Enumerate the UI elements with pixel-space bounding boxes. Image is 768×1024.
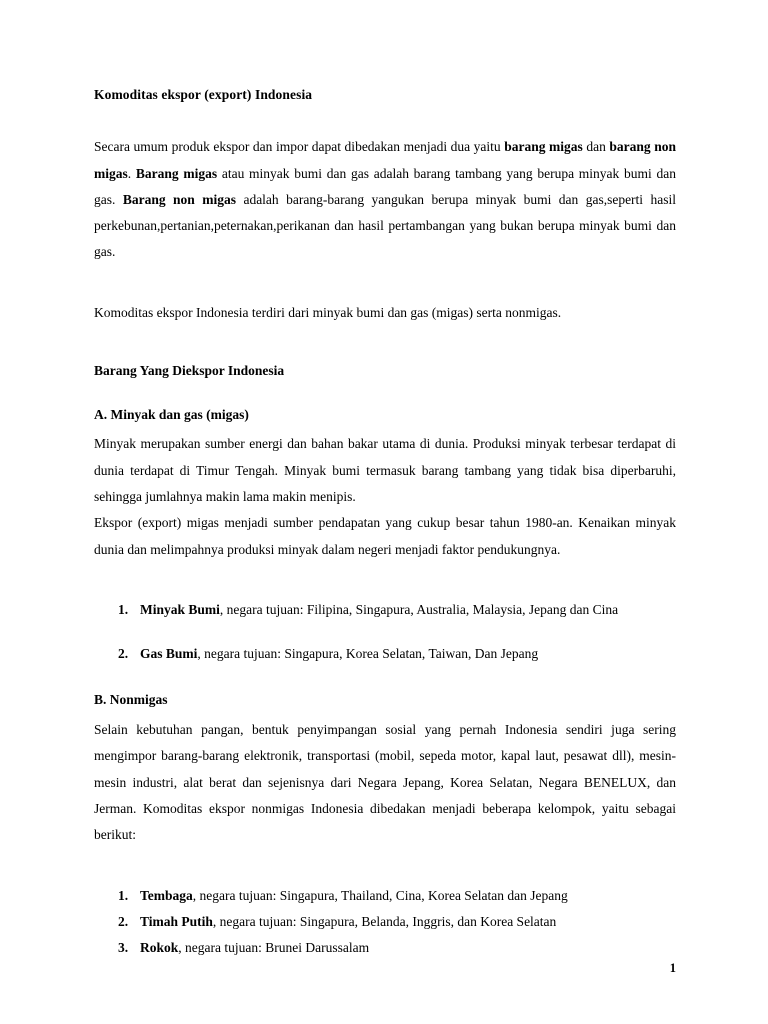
intro-text-e: atau minyak bumi dan gas adalah barang tambang yang berupa minyak bumi dan gas. <box>94 165 676 207</box>
list-item-name: Gas Bumi <box>140 646 198 662</box>
term-barang-migas: barang migas <box>504 139 583 155</box>
intro-text-c: dan <box>582 139 610 155</box>
list-item-number: 1. <box>118 601 129 617</box>
list-item-detail: , negara tujuan: Singapura, Korea Selatan, Taiwan, Dan Jepang <box>197 646 539 662</box>
page-number: 1 <box>669 961 676 975</box>
subsection-heading-nonmigas: B. Nonmigas <box>94 692 168 708</box>
migas-paragraph-1: Minyak merupakan sumber energi dan bahan bakar utama di dunia. Produksi minyak terbesar terdapat di dunia terdapat di Timur Tengah. Minyak bumi termasuk barang tambang yang tidak bisa diperbaruhi, sehingga jumlahnya makin lama makin menipis. <box>94 436 676 504</box>
spacer <box>94 869 676 883</box>
list-item <box>94 641 676 667</box>
term-barang-migas-2: Barang migas <box>135 165 218 181</box>
intro-text-d: . <box>127 165 136 181</box>
summary-paragraph: Komoditas ekspor Indonesia terdiri dari minyak bumi dan gas (migas) serta nonmigas. <box>94 304 562 320</box>
section-heading-barang-diekspor: Barang Yang Diekspor Indonesia <box>94 363 285 379</box>
intro-text-f: adalah barang-barang yangukan berupa minyak bumi dan gas,seperti hasil perkebunan,pertanian,peternakan,perikanan dan hasil pertambangan yang bukan berupa minyak bumi dan gas. <box>94 191 677 260</box>
list-item-detail: , negara tujuan: Filipina, Singapura, Australia, Malaysia, Jepang dan Cina <box>219 601 619 617</box>
list-item-number: 3. <box>118 940 129 956</box>
term-barang-non-migas: barang non migas <box>94 139 676 181</box>
list-item-name: Timah Putih <box>140 913 213 929</box>
list-item-detail: , negara tujuan: Singapura, Belanda, Inggris, dan Korea Selatan <box>212 913 557 929</box>
spacer <box>94 667 676 689</box>
list-item <box>94 909 676 935</box>
spacer <box>94 583 676 597</box>
page-title: Komoditas ekspor (export) Indonesia <box>94 87 313 102</box>
migas-paragraph-2: Ekspor (export) migas menjadi sumber pendapatan yang cukup besar tahun 1980-an. Kenaikan minyak dunia dan melimpahnya produksi minyak dalam negeri menjadi faktor pendukungnya. <box>94 515 676 557</box>
subsection-heading-migas: A. Minyak dan gas (migas) <box>94 406 249 422</box>
migas-list <box>94 597 676 668</box>
list-item-number: 2. <box>118 913 129 929</box>
list-item-number: 1. <box>118 887 129 903</box>
list-item <box>94 935 676 961</box>
list-item-number: 2. <box>118 646 129 662</box>
term-barang-non-migas-2: Barang non migas <box>122 191 236 207</box>
nonmigas-list <box>94 883 676 962</box>
spacer <box>94 286 676 300</box>
list-item-name: Rokok <box>140 940 179 956</box>
intro-paragraph <box>94 134 676 266</box>
list-item <box>94 883 676 909</box>
list-item-detail: , negara tujuan: Brunei Darussalam <box>178 940 370 956</box>
list-item-name: Tembaga <box>140 887 193 903</box>
list-item-detail: , negara tujuan: Singapura, Thailand, Cina, Korea Selatan dan Jepang <box>192 887 568 903</box>
spacer <box>94 346 676 360</box>
nonmigas-paragraph-1: Selain kebutuhan pangan, bentuk penyimpangan sosial yang pernah Indonesia sendiri juga sering mengimpor barang-barang elektronik, transportasi (mobil, sepeda motor, kapal laut, pesawat dll), mesin-mesin industri, alat berat dan sejenisnya dari Negara Jepang, Korea Selatan, Negara BENELUX, dan Jerman. Komoditas ekspor nonmigas Indonesia dibedakan menjadi beberapa kelompok, yaitu sebagai berikut: <box>94 722 676 843</box>
list-item <box>94 597 676 623</box>
list-item-name: Minyak Bumi <box>140 601 220 617</box>
intro-text-a: Secara umum produk ekspor dan impor dapat dibedakan menjadi dua yaitu <box>94 139 505 155</box>
